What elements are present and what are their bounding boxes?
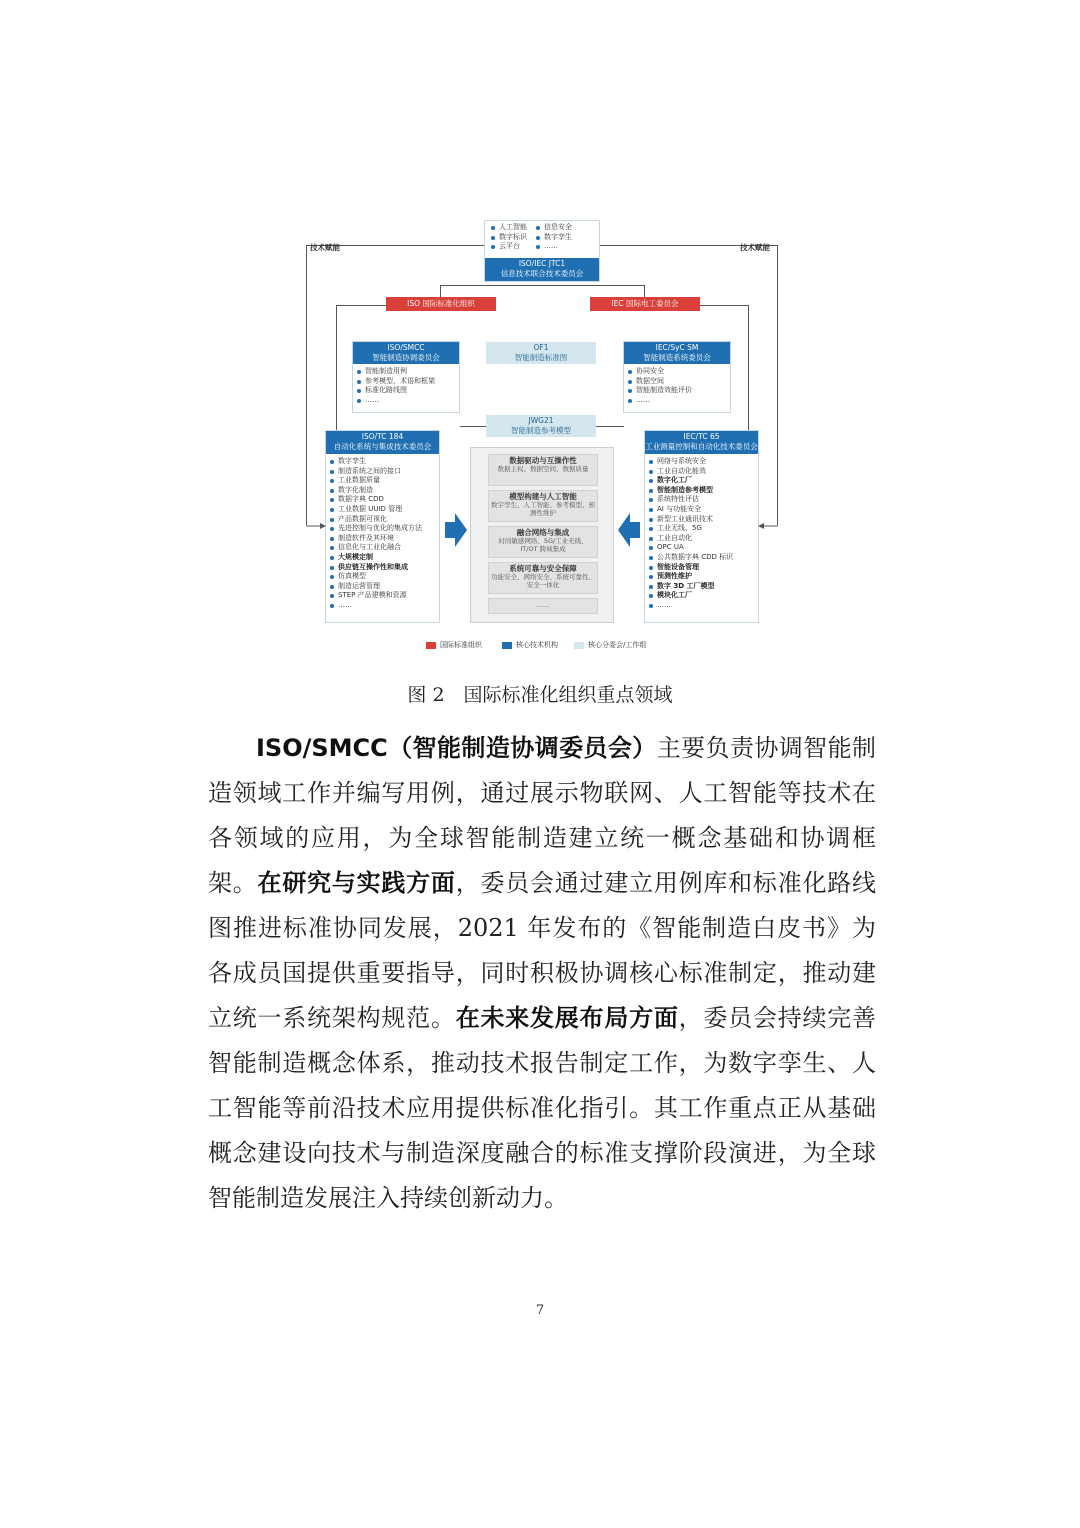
domain-title: 系统可靠与安全保障 — [509, 564, 577, 573]
iso-left-line — [336, 305, 337, 430]
legend-swatch — [502, 642, 512, 649]
list-item: …… — [536, 242, 572, 252]
list-item: …… — [357, 396, 455, 406]
side-label-left: 技术赋能 — [310, 243, 340, 252]
legend-swatch — [574, 642, 584, 649]
list-item: 信息化与工业化融合 — [330, 543, 435, 553]
list-item: 制造系统之间的接口 — [330, 467, 435, 477]
list-item: 人工智能 — [491, 223, 527, 233]
bold-lead-future: 在未来发展布局方面 — [455, 1004, 679, 1032]
standards-organization-diagram — [300, 215, 785, 655]
list-item: 模块化工厂 — [649, 591, 754, 601]
iso-box: ISO 国际标准化组织 — [386, 297, 496, 311]
outer-arrowhead-left — [302, 521, 326, 531]
list-item: 制造运营管理 — [330, 582, 435, 592]
outer-arrowhead-right — [758, 521, 782, 531]
domain-title: 融合网络与集成 — [516, 528, 570, 537]
list-item: 数字化工厂 — [649, 476, 754, 486]
iec-connector — [644, 285, 645, 297]
domain-sub: 数据主权、数据空间、数据质量 — [497, 465, 589, 473]
list-item: 预测性维护 — [649, 572, 754, 582]
jtc1-box — [484, 220, 600, 282]
list-item: 工业数据质量 — [330, 476, 435, 486]
figure-caption: 图 2 国际标准化组织重点领域 — [407, 684, 673, 706]
iec-box: IEC 国际电工委员会 — [590, 297, 700, 311]
list-item: 智能制造参考模型 — [649, 486, 754, 496]
arrow-left-icon — [618, 513, 640, 547]
of1-box — [486, 342, 596, 364]
jwg21-name: JWG21 — [528, 416, 554, 425]
list-item: 数字孪生 — [536, 233, 572, 243]
domain-box-model — [488, 490, 598, 522]
list-item: 公共数据字典 CDD 标识 — [649, 553, 754, 563]
list-item: …… — [330, 601, 435, 611]
bold-lead-smcc: ISO/SMCC（智能制造协调委员会） — [256, 734, 657, 762]
domain-box-data — [488, 454, 598, 486]
org-connector-line — [440, 285, 645, 286]
list-item: 数据字典 CDD — [330, 495, 435, 505]
tc184-header — [326, 431, 439, 454]
list-item: 工业自动化 — [649, 534, 754, 544]
side-label-right: 技术赋能 — [740, 243, 770, 252]
sycsm-list — [624, 364, 730, 408]
page-number: 7 — [535, 1303, 545, 1318]
jwg21-box — [486, 415, 596, 437]
list-item: 工业数据 UUID 管理 — [330, 505, 435, 515]
list-item: 协同安全 — [628, 367, 726, 377]
tc184-desc: 自动化系统与集成技术委员会 — [333, 441, 432, 451]
list-item: 仿真模型 — [330, 572, 435, 582]
sycsm-name: IEC/SyC SM — [655, 343, 699, 352]
list-item: 智能设备管理 — [649, 563, 754, 573]
of1-desc: 智能制造标准图 — [514, 352, 568, 362]
smcc-name: ISO/SMCC — [387, 343, 425, 352]
domain-box-network — [488, 526, 598, 558]
domain-box-safety — [488, 562, 598, 594]
tc65-name: IEC/TC 65 — [683, 432, 720, 441]
list-item: 供应链互操作性和集成 — [330, 563, 435, 573]
list-item: OPC UA — [649, 543, 754, 553]
tc184-name: ISO/TC 184 — [361, 432, 404, 441]
tc65-box — [644, 430, 759, 623]
list-item: 信息安全 — [536, 223, 572, 233]
list-item: …… — [628, 396, 726, 406]
jtc1-desc: 信息技术联合技术委员会 — [500, 268, 584, 278]
list-item: 产品数据可视化 — [330, 515, 435, 525]
list-item: 数字 3D 工厂模型 — [649, 582, 754, 592]
domain-sub: 数字孪生、人工智能、参考模型、预测性维护 — [491, 501, 595, 517]
list-item: 制造软件及其环境 — [330, 534, 435, 544]
legend-label: 核心技术机构 — [516, 641, 558, 649]
sycsm-header — [624, 342, 730, 364]
left-outer-line — [306, 245, 307, 525]
tc65-desc: 工业测量控制和自动化技术委员会 — [645, 441, 758, 451]
list-item: 数据空间 — [628, 377, 726, 387]
list-item: 数字化制造 — [330, 486, 435, 496]
list-item: 系统特性评估 — [649, 495, 754, 505]
domain-sub: 时间敏感网络、5G/工业无线、IT/OT 跨域集成 — [498, 537, 588, 553]
legend-label: 核心分委会/工作组 — [588, 641, 647, 649]
list-item: AI 与功能安全 — [649, 505, 754, 515]
list-item: 云平台 — [491, 242, 527, 252]
list-item: …… — [649, 601, 754, 611]
tc184-box — [325, 430, 440, 623]
sycsm-desc: 智能制造系统委员会 — [643, 352, 711, 362]
list-item: STEP 产品建模和资源 — [330, 591, 435, 601]
iso-connector — [440, 285, 441, 297]
list-item: 智能制造效能评价 — [628, 386, 726, 396]
legend-swatch — [426, 642, 436, 649]
list-item: 智能制造用例 — [357, 367, 455, 377]
list-item: 工业无线、5G — [649, 524, 754, 534]
text-span: 主要负责协调智能制造领域工作并编写用例，通过展示物联网、人工智能等技术在各领域的应用，为全球智能制造建立统一概念基础和协调框架。 — [208, 734, 877, 897]
iec-right-h — [700, 305, 748, 306]
jtc1-header — [485, 258, 599, 281]
of1-name: OF1 — [533, 343, 549, 352]
smcc-desc: 智能制造协调委员会 — [372, 352, 440, 362]
list-item: 网络与系统安全 — [649, 457, 754, 467]
domain-title: 模型构建与人工智能 — [509, 492, 577, 501]
legend-label: 国际标准组织 — [440, 641, 482, 649]
jwg21-desc: 智能制造参考模型 — [511, 425, 571, 435]
list-item: 参考模型、术语和框架 — [357, 377, 455, 387]
jwg-right-line — [596, 426, 624, 427]
right-outer-line — [777, 245, 778, 525]
smcc-header — [353, 342, 459, 364]
list-item: 新型工业通讯技术 — [649, 515, 754, 525]
jtc1-list-col2 — [530, 221, 575, 252]
iec-right-line — [748, 305, 749, 430]
list-item: 数字标识 — [491, 233, 527, 243]
tc65-list — [645, 454, 758, 614]
legend-item-red — [426, 640, 482, 650]
sycsm-box — [623, 341, 731, 413]
smcc-box — [352, 341, 460, 413]
list-item: 工业自动化能效 — [649, 467, 754, 477]
body-paragraph — [208, 726, 876, 1221]
list-item: 大规模定制 — [330, 553, 435, 563]
tc184-list — [326, 454, 439, 614]
legend-item-blue — [502, 640, 558, 650]
list-item: 标准化路线图 — [357, 386, 455, 396]
iso-left-h — [336, 305, 386, 306]
center-domain-panel — [470, 447, 614, 623]
text-span: ，委员会通过建立用例库和标准化路线图推进标准协同发展，2021 年发布的《智能制造白皮书》为各成员国提供重要指导，同时积极协调核心标准制定，推动建立统一系统架构规范。 — [208, 869, 877, 1032]
jtc1-name: ISO/IEC JTC1 — [518, 259, 566, 268]
arrow-right-icon — [445, 513, 467, 547]
tc65-header — [645, 431, 758, 454]
list-item: 数字孪生 — [330, 457, 435, 467]
text-span: ，委员会持续完善智能制造概念体系，推动技术报告制定工作，为数字孪生、人工智能等前沿技术应用提供标准化指引。其工作重点正从基础概念建设向技术与制造深度融合的标准支撑阶段演进，为全球智能制造发展注入持续创新动力。 — [208, 1004, 877, 1212]
domain-sub: 功能安全、网络安全、系统可靠性、安全一体化 — [491, 573, 595, 589]
domain-title: 数据驱动与互操作性 — [509, 456, 577, 465]
legend-item-light — [574, 640, 646, 650]
jwg-left-line — [460, 426, 486, 427]
list-item: 先进控制与优化的集成方法 — [330, 524, 435, 534]
bold-lead-research: 在研究与实践方面 — [257, 869, 456, 897]
domain-box-more: …… — [488, 598, 598, 614]
smcc-list — [353, 364, 459, 408]
jtc1-list-col1 — [485, 221, 530, 252]
